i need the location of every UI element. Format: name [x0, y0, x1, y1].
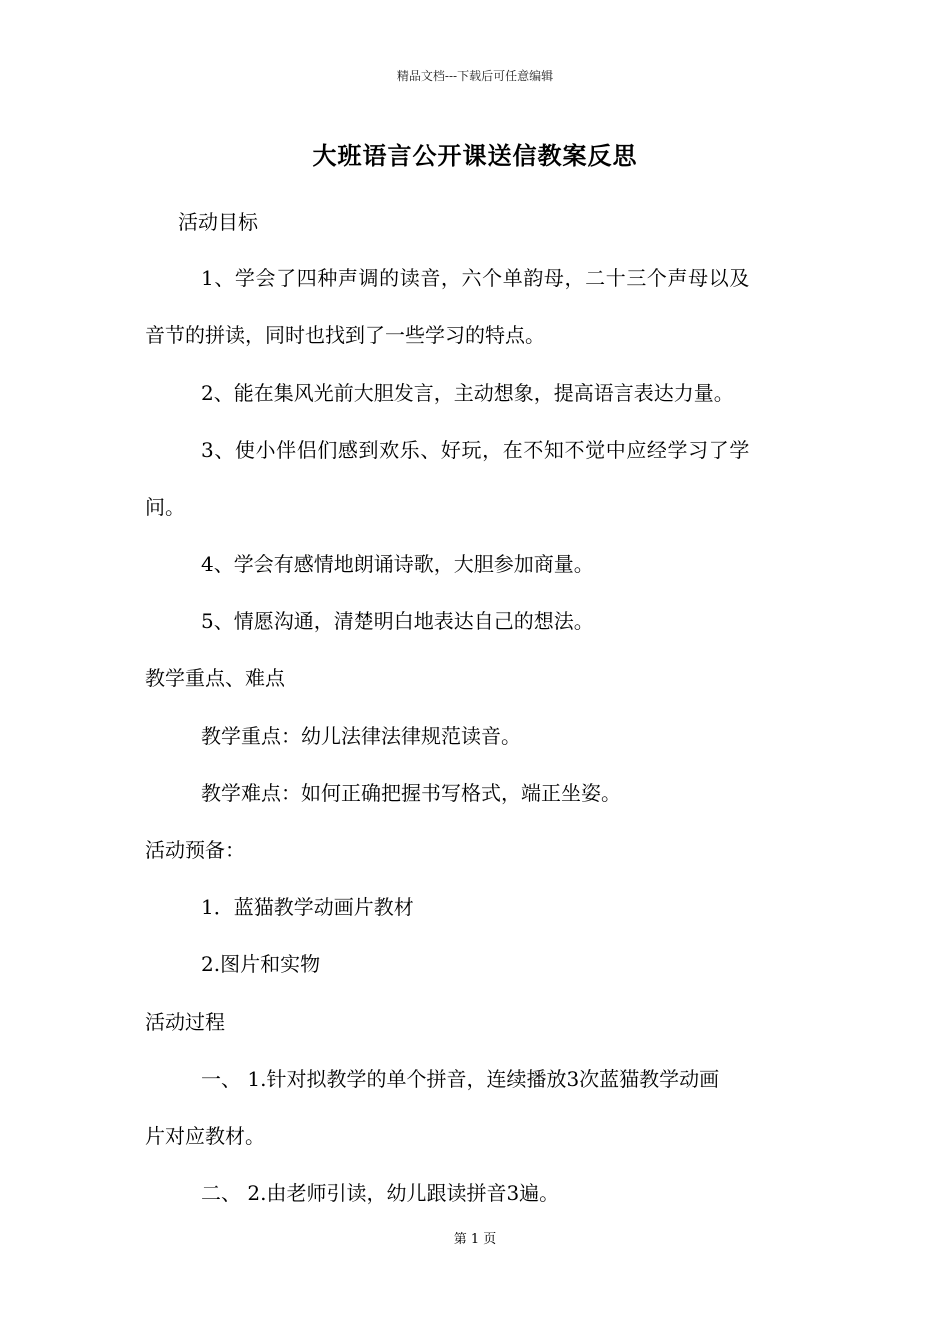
process-step-1-line-1: 一、 1.针对拟教学的单个拼音，连续播放3次蓝猫教学动画 — [201, 1067, 720, 1091]
teaching-key-point: 教学重点：幼儿法律法律规范读音。 — [201, 724, 521, 748]
goal-5: 5、情愿沟通，清楚明白地表达自己的想法。 — [201, 609, 594, 633]
page-number: 第 1 页 — [453, 1232, 497, 1247]
goal-2: 2、能在集风光前大胆发言，主动想象，提高语言表达力量。 — [201, 381, 734, 405]
section-heading-activity-goals: 活动目标 — [178, 210, 258, 234]
section-heading-preparation: 活动预备： — [145, 838, 245, 862]
process-step-2: 二、 2.由老师引读，幼儿跟读拼音3遍。 — [201, 1181, 560, 1205]
section-heading-key-points: 教学重点、难点 — [145, 666, 285, 690]
goal-3-line-1: 3、使小伴侣们感到欢乐、好玩，在不知不觉中应经学习了学 — [201, 438, 750, 462]
goal-1-line-1: 1、学会了四种声调的读音，六个单韵母，二十三个声母以及 — [201, 266, 750, 290]
section-heading-process: 活动过程 — [145, 1010, 225, 1034]
document-title: 大班语言公开课送信教案反思 — [312, 141, 638, 170]
process-step-1-line-2: 片对应教材。 — [145, 1124, 265, 1148]
preparation-item-1: 1．蓝猫教学动画片教材 — [201, 895, 414, 919]
goal-3-line-2: 问。 — [145, 495, 185, 519]
goal-4: 4、学会有感情地朗诵诗歌，大胆参加商量。 — [201, 552, 594, 576]
page-header: 精品文档---下载后可任意编辑 — [396, 69, 554, 83]
preparation-item-2: 2.图片和实物 — [201, 952, 321, 976]
teaching-difficulty: 教学难点：如何正确把握书写格式，端正坐姿。 — [201, 781, 621, 805]
goal-1-line-2: 音节的拼读，同时也找到了一些学习的特点。 — [145, 323, 545, 347]
